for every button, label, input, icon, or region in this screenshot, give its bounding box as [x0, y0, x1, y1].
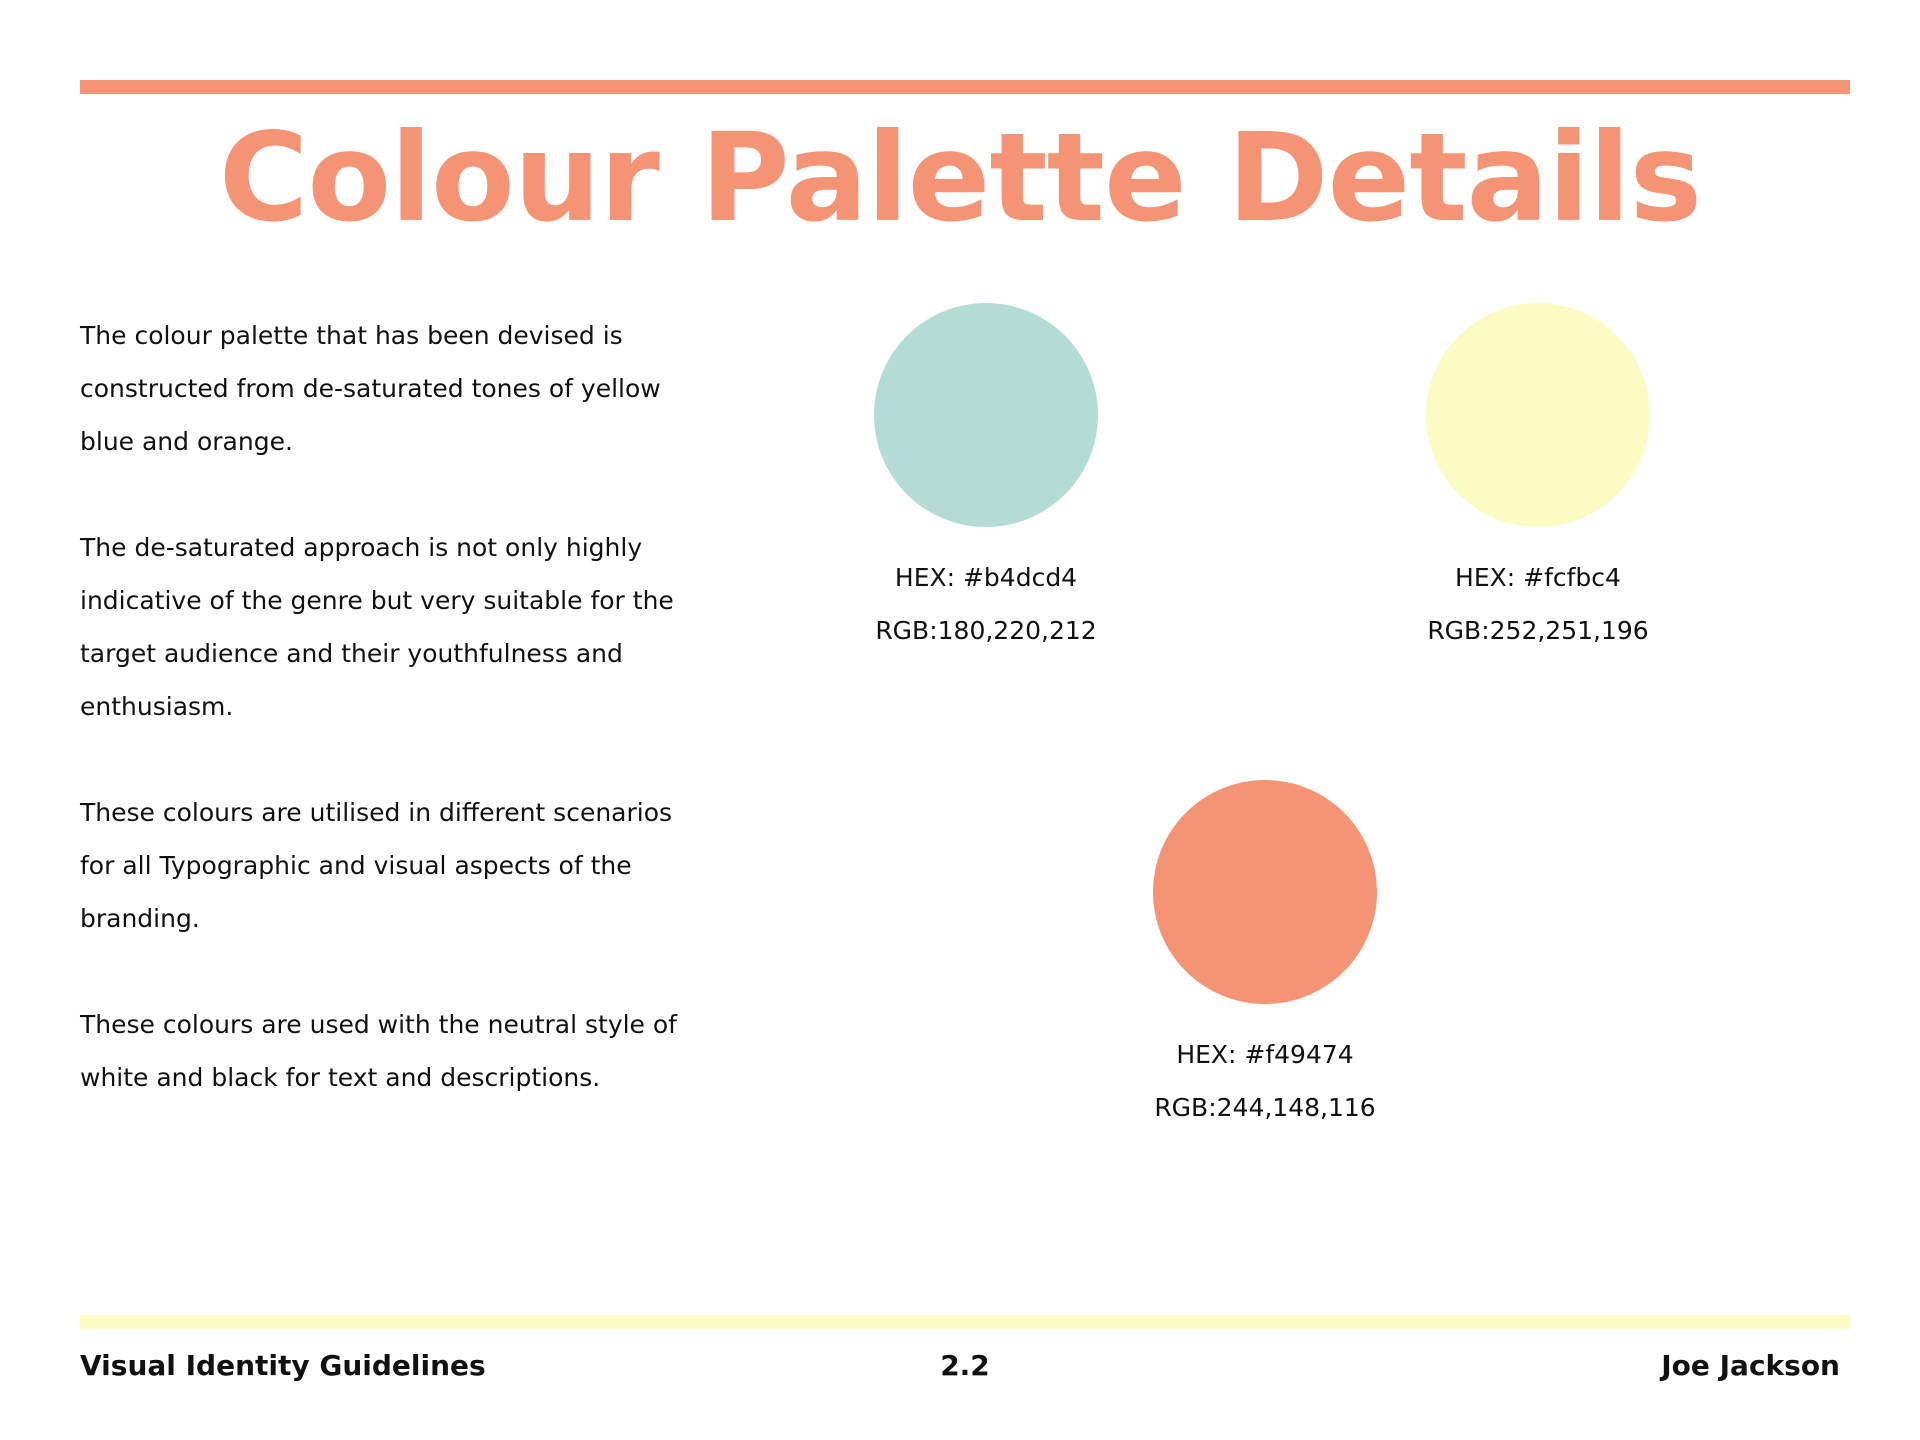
footer-document-title: Visual Identity Guidelines	[80, 1349, 486, 1382]
footer-author: Joe Jackson	[1661, 1349, 1840, 1382]
footer-page-number: 2.2	[940, 1349, 990, 1382]
paragraph: The de-saturated approach is not only highly indicative of the genre but very suitable for the target audience and their youthfulness and enthusiasm.	[80, 533, 674, 721]
swatch-orange	[1115, 780, 1415, 1134]
swatch-yellow	[1388, 303, 1688, 657]
colour-circle-blue	[874, 303, 1098, 527]
paragraph: These colours are utilised in different scenarios for all Typographic and visual aspects of the branding.	[80, 798, 673, 933]
body-text	[80, 309, 680, 1157]
swatch-blue	[836, 303, 1136, 657]
rgb-label: RGB:244,148,116	[1154, 1093, 1376, 1122]
rgb-label: RGB:180,220,212	[875, 616, 1097, 645]
rgb-label: RGB:252,251,196	[1427, 616, 1649, 645]
hex-label: HEX: #fcfbc4	[1455, 563, 1621, 592]
top-rule	[80, 80, 1850, 94]
colour-circle-yellow	[1426, 303, 1650, 527]
paragraph: These colours are used with the neutral style of white and black for text and descriptions.	[80, 1010, 677, 1092]
hex-label: HEX: #f49474	[1176, 1040, 1354, 1069]
colour-circle-orange	[1153, 780, 1377, 1004]
paragraph: The colour palette that has been devised is constructed from de-saturated tones of yellow blue and orange.	[80, 321, 661, 456]
bottom-rule	[80, 1315, 1850, 1329]
page-title: Colour Palette Details	[218, 107, 1702, 249]
hex-label: HEX: #b4dcd4	[894, 563, 1078, 592]
